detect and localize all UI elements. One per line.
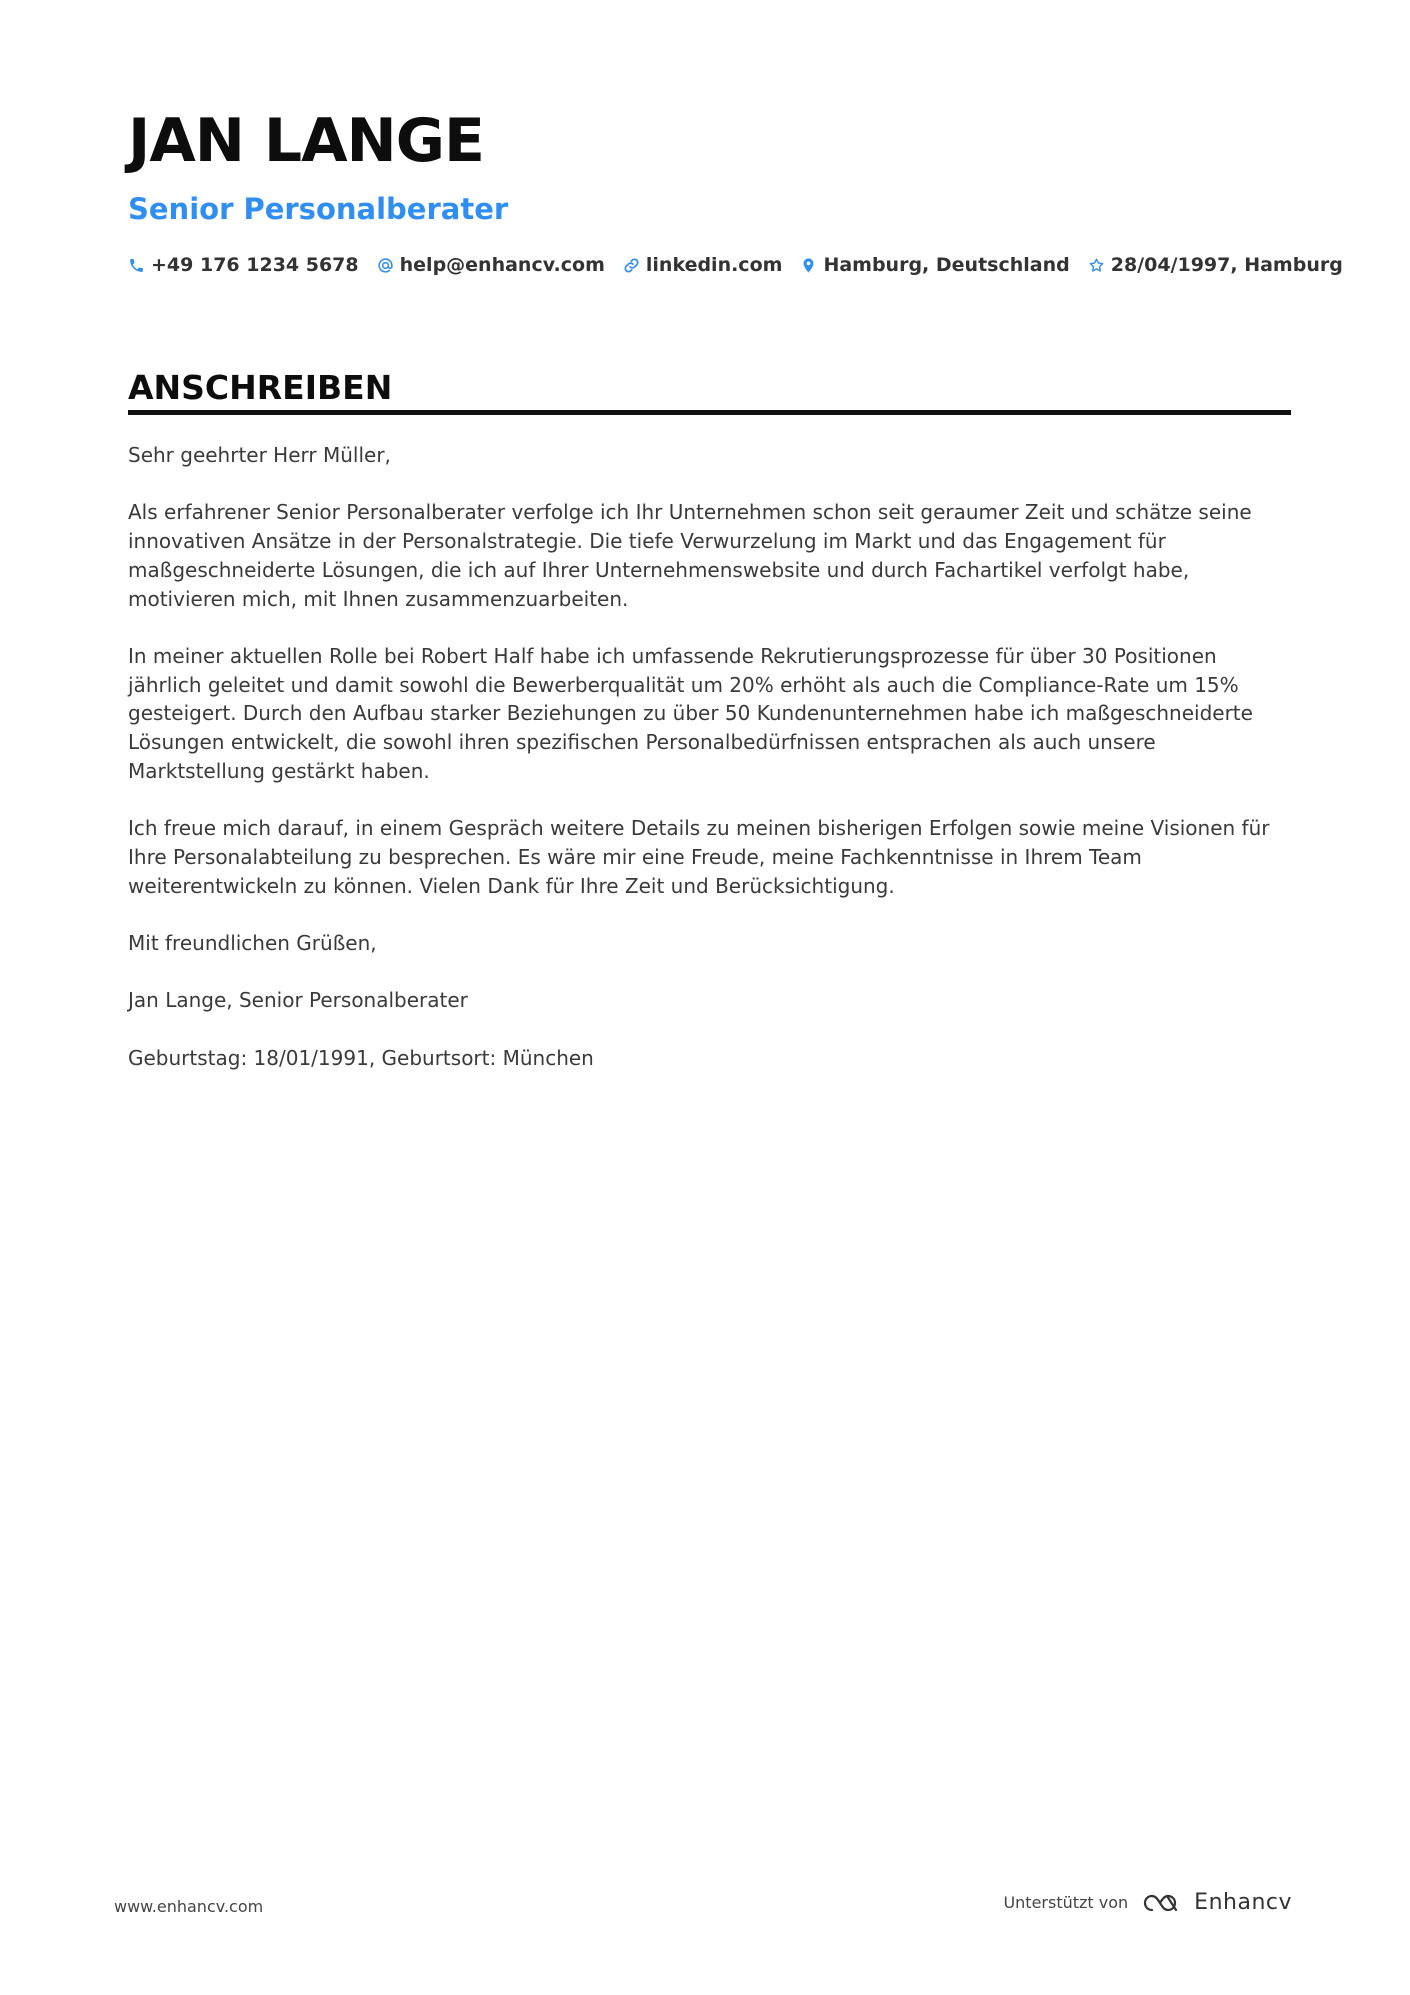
link-icon [623, 257, 640, 274]
contact-location-text: Hamburg, Deutschland [823, 254, 1070, 276]
letter-body [128, 441, 1291, 1101]
contact-phone[interactable] [128, 254, 359, 276]
section-title: ANSCHREIBEN [128, 368, 393, 407]
contact-location [800, 254, 1069, 276]
enhancv-logo-icon [1138, 1891, 1184, 1915]
letter-paragraph: Ich freue mich darauf, in einem Gespräch weitere Details zu meinen bisherigen Erfolgen sowie meine Visionen für Ihre Personalabteilung zu besprechen. Es wäre mir eine Freude, meine Fachkenntnisse in Ihrem Team weiterentwickeln zu können. Vielen Dank für Ihre Zeit und Berücksichtigung. [128, 816, 1270, 898]
contact-linkedin-text: linkedin.com [645, 254, 783, 276]
letter-salutation: Sehr geehrter Herr Müller, [128, 443, 391, 467]
footer-url[interactable]: www.enhancv.com [114, 1897, 264, 1916]
section-divider [128, 410, 1291, 415]
candidate-name: JAN LANGE [128, 106, 484, 176]
contact-linkedin[interactable] [623, 254, 783, 276]
brand-name: Enhancv [1194, 1890, 1292, 1915]
contact-birth-text: 28/04/1997, Hamburg [1110, 254, 1343, 276]
at-icon [377, 257, 394, 274]
map-pin-icon [800, 257, 817, 274]
contact-email[interactable] [377, 254, 605, 276]
letter-paragraph: Als erfahrener Senior Personalberater verfolge ich Ihr Unternehmen schon seit geraumer Zeit und schätze seine innovativen Ansätze in der Personalstrategie. Die tiefe Verwurzelung im Markt und das Engagement für maßgeschneiderte Lösungen, die ich auf Ihrer Unternehmenswebsite und durch Fachartikel verfolgt habe, motivieren mich, mit Ihnen zusammenzuarbeiten. [128, 500, 1252, 611]
contact-phone-text: +49 176 1234 5678 [151, 254, 359, 276]
letter-signature: Jan Lange, Senior Personalberater [128, 988, 468, 1013]
star-icon [1088, 257, 1105, 274]
contact-birth [1088, 254, 1343, 276]
contact-email-text: help@enhancv.com [399, 254, 605, 276]
candidate-role: Senior Personalberater [128, 192, 509, 226]
letter-paragraph: In meiner aktuellen Rolle bei Robert Half habe ich umfassende Rekrutierungsprozesse für über 30 Positionen jährlich geleitet und damit sowohl die Bewerberqualität um 20% erhöht als auch die Compliance-Rate um 15% gesteigert. Durch den Aufbau starker Beziehungen zu über 50 Kundenunternehmen habe ich maßgeschneiderte Lösungen entwickelt, die sowohl ihren spezifischen Personalbedürfnissen entsprachen als auch unsere Marktstellung gestärkt haben. [128, 643, 1253, 783]
letter-note: Geburtstag: 18/01/1991, Geburtsort: München [128, 1045, 594, 1070]
powered-by-label: Unterstützt von [1003, 1893, 1129, 1912]
phone-icon [128, 257, 145, 274]
contact-row [128, 254, 1343, 276]
letter-closing: Mit freundlichen Grüßen, [128, 930, 377, 955]
footer-brand[interactable] [1003, 1890, 1292, 1915]
